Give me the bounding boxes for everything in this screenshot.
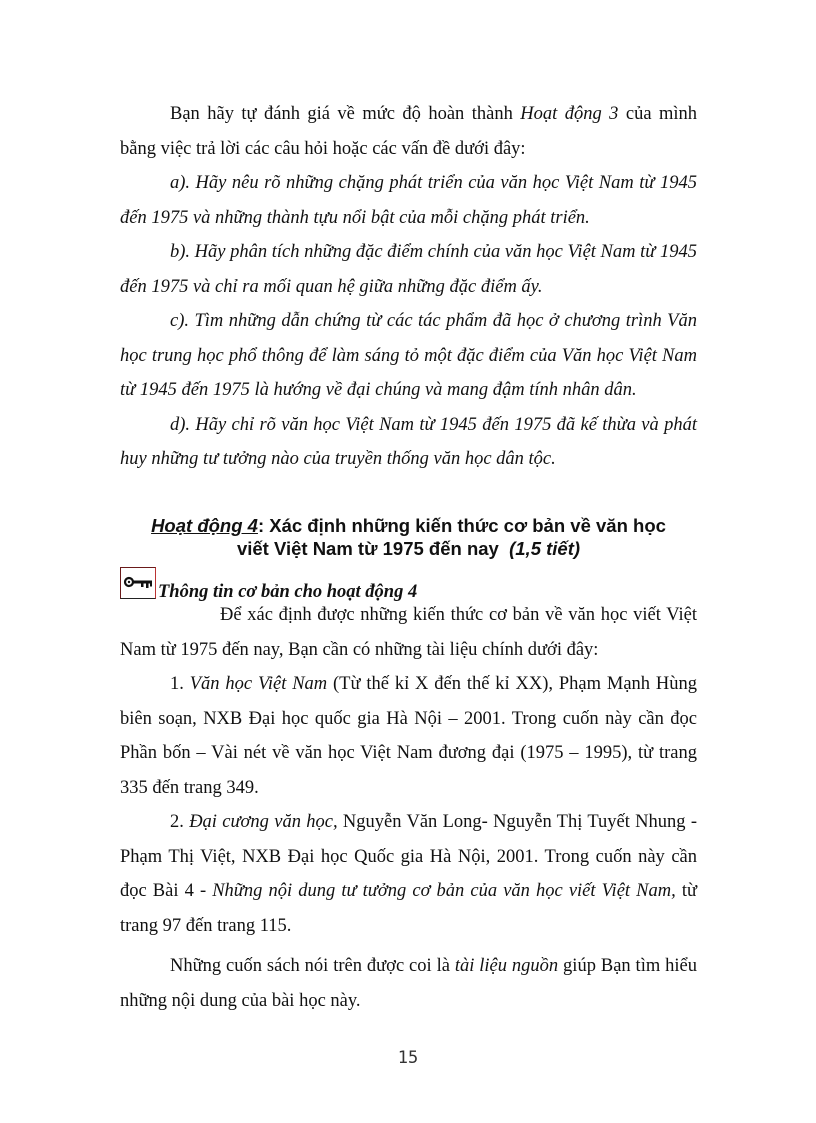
source-term: tài liệu nguồn (454, 956, 559, 976)
question-a: a). Hãy nêu rõ những chặng phát triển của văn học Việt Nam từ 1945 đến 1975 và những thành tựu nổi bật của mỗi chặng phát triển. (120, 173, 697, 228)
reference-1: 1. Văn học Việt Nam (Từ thế kỉ X đến thế kỉ XX), Phạm Mạnh Hùng biên soạn, NXB Đại học quốc gia Hà Nội – 2001. Trong cuốn này cần đọc Phần bốn – Vài nét về văn học Việt Nam đương đại (1975 – 1995), từ trang 335 đến trang 349. (120, 674, 697, 798)
question-d: d). Hãy chỉ rõ văn học Việt Nam từ 1945 đến 1975 đã kế thừa và phát huy những tư tưởng nào của truyền thống văn học dân tộc. (120, 414, 697, 469)
duration: (1,5 tiết) (509, 538, 581, 559)
info-title: Thông tin cơ bản cho hoạt động 4 (158, 582, 418, 602)
info-lead: Để xác định được những kiến thức cơ bản về văn học viết Việt Nam từ 1975 đến nay, Bạn cần có những tài liệu chính dưới đây: (120, 605, 697, 660)
activity-4-label: Hoạt động 4 (151, 515, 258, 536)
activity-3-ref: Hoạt động 3 (520, 104, 619, 124)
page-number: 15 (397, 1048, 419, 1068)
info-body (120, 598, 697, 1018)
heading-line-1: Hoạt động 4: Xác định những kiến thức cơ bản về văn học (151, 515, 666, 536)
question-b: b). Hãy phân tích những đặc điểm chính của văn học Việt Nam từ 1945 đến 1975 và chỉ ra mối quan hệ giữa những đặc điểm ấy. (120, 242, 697, 297)
activity-4-heading (120, 514, 697, 560)
closing-paragraph: Những cuốn sách nói trên được coi là tài liệu nguồn giúp Bạn tìm hiểu những nội dung của bài học này. (120, 956, 697, 1011)
reference-2: 2. Đại cương văn học, Nguyễn Văn Long- Nguyễn Thị Tuyết Nhung -Phạm Thị Việt, NXB Đại học Quốc gia Hà Nội, 2001. Trong cuốn này cần đọc Bài 4 - Những nội dung tư tưởng cơ bản của văn học viết Việt Nam, từ trang 97 đến trang 115. (120, 812, 698, 936)
key-icon (120, 567, 156, 599)
intro-paragraph: Bạn hãy tự đánh giá về mức độ hoàn thành Hoạt động 3 của mình bằng việc trả lời các câu hỏi hoặc các vấn đề dưới đây: (120, 104, 698, 159)
reference-2-lesson: Những nội dung tư tưởng cơ bản của văn học viết Việt Nam, (212, 881, 676, 901)
question-c: c). Tìm những dẫn chứng từ các tác phẩm đã học ở chương trình Văn học trung học phổ thông để làm sáng tỏ một đặc điểm của Văn học Việt Nam từ 1945 đến 1975 là hướng về đại chúng và mang đậm tính nhân dân. (120, 311, 697, 400)
reference-1-title: Văn học Việt Nam (189, 674, 328, 694)
heading-line-2: viết Việt Nam từ 1975 đến nay (1,5 tiết) (236, 538, 581, 559)
reference-2-title: Đại cương văn học, (189, 812, 338, 832)
self-assessment-section (120, 97, 697, 477)
